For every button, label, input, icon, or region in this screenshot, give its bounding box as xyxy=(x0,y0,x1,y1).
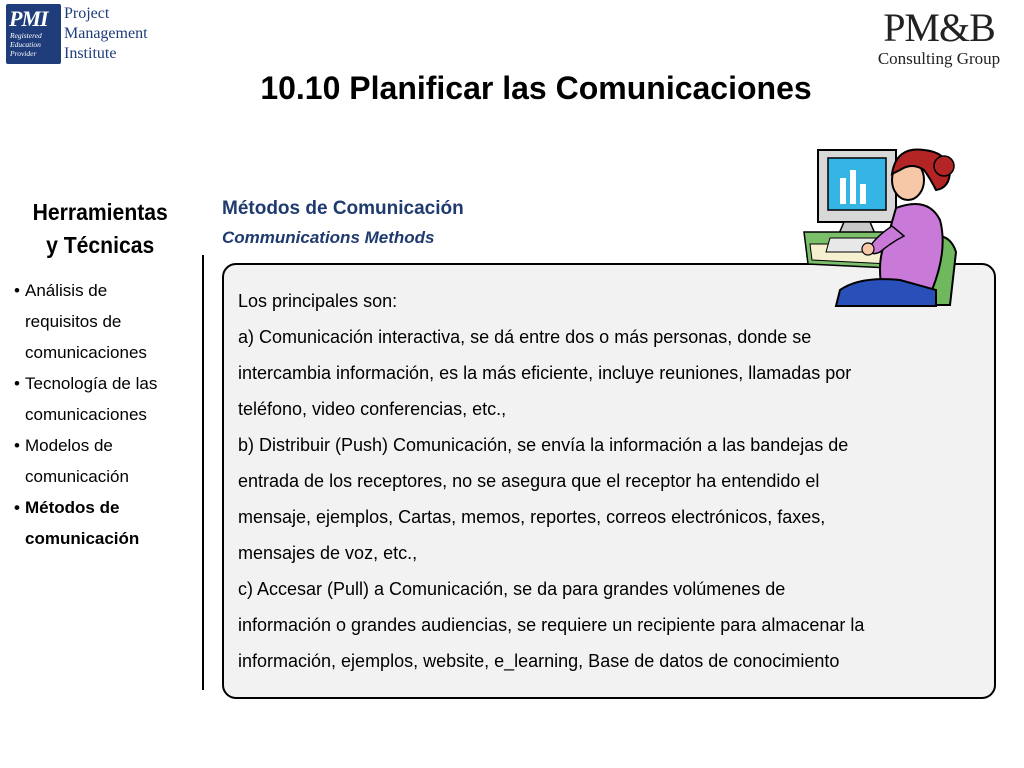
tools-heading: Herramientas y Técnicas xyxy=(32,199,168,258)
pmi-badge xyxy=(6,4,61,64)
section-subtitle: Communications Methods xyxy=(222,228,435,247)
content-line: información, ejemplos, website, e_learning, Base de datos de conocimiento xyxy=(238,651,840,671)
pmi-logo xyxy=(6,4,148,66)
content-text xyxy=(238,283,990,679)
content-line: entrada de los receptores, no se asegura que el receptor ha entendido el xyxy=(238,471,820,491)
tools-list-item-active-cont: comunicación xyxy=(25,529,140,548)
content-line: Los principales son: xyxy=(238,291,398,311)
content-line: b) Distribuir (Push) Comunicación, se envía la información a las bandejas de xyxy=(238,435,849,455)
pmb-logo-main: PM&B xyxy=(883,5,995,50)
page-title: 10.10 Planificar las Comunicaciones xyxy=(260,70,812,106)
content-line: mensaje, ejemplos, Cartas, memos, reportes, correos electrónicos, faxes, xyxy=(238,507,826,527)
pmi-mark: PMI xyxy=(9,6,48,31)
tools-list xyxy=(14,275,204,554)
content-line: mensajes de voz, etc., xyxy=(238,543,418,563)
divider xyxy=(202,255,204,690)
section-title: Métodos de Comunicación xyxy=(222,198,464,219)
pmi-name: Project Management Institute xyxy=(64,5,148,62)
tools-list-item-cont: requisitos de xyxy=(25,312,122,331)
content-line: a) Comunicación interactiva, se dá entre dos o más personas, donde se xyxy=(238,327,812,347)
tools-list-item-cont: comunicaciones xyxy=(25,405,147,424)
tools-list-item: • Modelos de xyxy=(14,430,204,461)
computer-user-illustration xyxy=(800,140,970,310)
tools-list-item-cont: comunicaciones xyxy=(25,343,147,362)
pmb-logo-sub: Consulting Group xyxy=(877,49,1001,68)
pmi-badge-text: Registered Education Provider xyxy=(10,31,42,58)
content-line: teléfono, video conferencias, etc., xyxy=(238,399,507,419)
content-box xyxy=(222,263,996,699)
tools-list-item: • Análisis de xyxy=(14,275,204,306)
content-line: intercambia información, es la más eficiente, incluye reuniones, llamadas por xyxy=(238,363,852,383)
tools-list-item-active: • Métodos de xyxy=(14,492,204,523)
content-line: c) Accesar (Pull) a Comunicación, se da para grandes volúmenes de xyxy=(238,579,786,599)
pmb-logo xyxy=(864,5,1014,68)
tools-list-item: • Tecnología de las xyxy=(14,368,204,399)
tools-list-item-cont: comunicación xyxy=(25,467,129,486)
content-line: información o grandes audiencias, se requiere un recipiente para almacenar la xyxy=(238,615,865,635)
